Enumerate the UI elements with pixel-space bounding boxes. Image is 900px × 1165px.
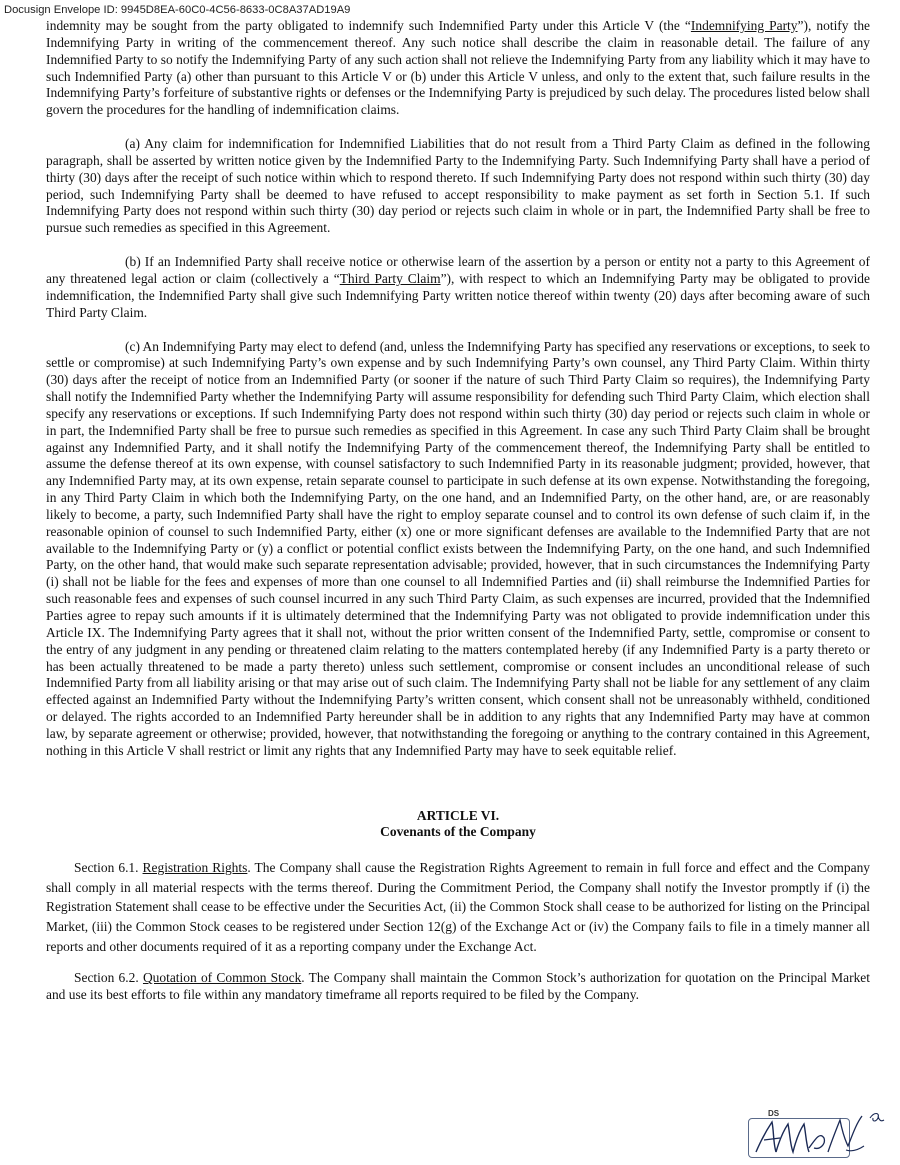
paragraph-b <box>46 254 870 321</box>
section-6-2-title: Quotation of Common Stock <box>142 970 302 986</box>
section-6-1-body: . The Company shall cause the Registration Rights Agreement to remain in full force and effect and the Company shall comply in all material respects with the terms thereof. During the Commitment Period, the Company shall notify the Investor promptly if (i) the Registration Statement shall cease to be effective under the Securities Act, (ii) the Common Stock shall cease to be authorized for listing on the Principal Market, (iii) the Common Stock ceases to be registered under Section 12(g) of the Exchange Act or (iv) the Company fails to file in a timely manner all reports and other documents required of it as a reporting company under the Exchange Act. <box>46 860 871 954</box>
para-b-text-2: ”), with respect to which an Indemnifying Party may be obligated to provide indemnification, the Indemnified Party shall give such Indemnifying Party written notice thereof within twenty (20) days after becoming aware of such Third Party Claim. <box>46 270 870 320</box>
section-6-2 <box>46 970 870 1004</box>
intro-text-2: ”), notify the Indemnifying Party in writing of the commencement thereof. Any such notice shall describe the claim in reasonable detail. The failure of any Indemnified Party to so notify the Indemnifying Party of any such action shall not relieve the Indemnifying Party from any liability which it may have to such Indemnified Party (a) other than pursuant to this Article V or (b) under this Article V unless, and only to the extent that, such failure results in the Indemnifying Party’s forfeiture of substantive rights or defenses or the Indemnifying Party is prejudiced by such delay. The procedures listed below shall govern the procedures for the handling of indemnification claims. <box>46 18 871 118</box>
defined-term-third-party-claim: Third Party Claim <box>339 270 441 286</box>
paragraph-a: (a) Any claim for indemnification for Indemnified Liabilities that do not result from a Third Party Claim as defined in the following paragraph, shall be asserted by written notice given by the Indemnified Party to the Indemnifying Party. Such Indemnifying Party shall have a period of thirty (30) days after the receipt of such notice within which to respond thereto. If such Indemnifying Party does not respond within such thirty (30) day period, such Indemnifying Party shall be deemed to have refused to accept responsibility to make payment as set forth in Section 5.1. If such Indemnifying Party does not respond within such thirty (30) day period or rejects such claim in whole or in part, the Indemnified Party shall be free to pursue such remedies as specified in this Agreement. <box>46 136 870 236</box>
defined-term-indemnifying-party: Indemnifying Party <box>690 18 798 33</box>
intro-text-1: indemnity may be sought from the party obligated to indemnify such Indemnified Party under this Article V (the “ <box>46 18 691 33</box>
article-subheading: Covenants of the Company <box>380 824 536 840</box>
section-6-2-body: . The Company shall maintain the Common Stock’s authorization for quotation on the Principal Market and use its best efforts to file within any mandatory timeframe all reports required to be filed by the Company. <box>46 970 870 1003</box>
section-6-1-title: Registration Rights <box>142 860 248 876</box>
section-6-1-number: Section 6.1. <box>74 860 143 876</box>
envelope-id: Docusign Envelope ID: 9945D8EA-60C0-4C56-8633-0C8A37AD19A9 <box>4 4 351 16</box>
article-heading: ARTICLE VI. <box>416 807 500 823</box>
para-b-text-1: (b) If an Indemnified Party shall receive notice or otherwise learn of the assertion by a person or entity not a party to this Agreement of any threatened legal action or claim (collectively a “ <box>46 254 870 286</box>
ds-label: DS <box>768 1109 780 1118</box>
section-6-2-number: Section 6.2. <box>74 970 143 986</box>
handwritten-initials <box>746 1108 892 1160</box>
section-6-1 <box>46 858 870 956</box>
document-body <box>46 18 870 1004</box>
paragraph-c: (c) An Indemnifying Party may elect to defend (and, unless the Indemnifying Party has specified any reservations or exceptions, to seek to settle or compromise) at such Indemnifying Party’s own expense and by such Indemnifying Party’s own counsel, any Third Party Claim. Within thirty (30) days after the receipt of notice from an Indemnified Party (or sooner if the nature of such Third Party Claim so requires), the Indemnifying Party shall notify the Indemnified Party whether the Indemnifying Party will assume responsibility for defending such Third Party Claim, which election shall specify any reservations or exceptions. If such Indemnifying Party does not respond within such thirty (30) day period or rejects such claim in whole or in part, the Indemnified Party shall be free to pursue such remedies as specified in this Agreement. In case any such Third Party Claim shall be brought against any Indemnified Party, and it shall notify the Indemnifying Party of the commencement thereof, the Indemnifying Party shall be entitled to assume the defense thereof at its own expense, with counsel satisfactory to such Indemnified Party in its reasonable judgment; provided, however, that any Indemnified Party may, at its own expense, retain separate counsel to participate in such defense at its own expense. Notwithstanding the foregoing, in any Third Party Claim in which both the Indemnifying Party, on the one hand, and an Indemnified Party, on the other hand, are, or are reasonably likely to become, a party, such Indemnified Party shall have the right to employ separate counsel and to control its own defense of such claim if, in the reasonable opinion of counsel to such Indemnified Party, either (x) one or more significant defenses are available to the Indemnified Party that are not available to the Indemnifying Party or (y) a conflict or potential conflict exists between the Indemnifying Party, on the one hand, and such Indemnified Party, on the other hand, that would make such separate representation advisable; provided, however, that in such circumstances the Indemnifying Party (i) shall not be liable for the fees and expenses of more than one counsel to all Indemnified Parties and (ii) shall reimburse the Indemnified Parties for such reasonable fees and expenses of such counsel incurred in any such Third Party Claim, as such expenses are incurred, provided that the Indemnified Parties agree to repay such amounts if it is ultimately determined that the Indemnifying Party was not obligated to provide indemnification under this Article IX. The Indemnifying Party agrees that it shall not, without the prior written consent of the Indemnified Party, settle, compromise or consent to the entry of any judgment in any pending or threatened claim relating to the matters contemplated hereby (if any Indemnified Party is a party thereto or has been actually threatened to be made a party thereto) unless such settlement, compromise or consent includes an unconditional release of such Indemnified Party from all liability arising or that may arise out of such claim. The Indemnifying Party shall not be liable for any settlement of any claim effected against an Indemnified Party without the Indemnifying Party’s written consent, which consent shall not be unreasonably withheld, conditioned or delayed. The rights accorded to an Indemnified Party hereunder shall be in addition to any rights that any Indemnified Party may have at common law, by separate agreement or otherwise; provided, however, that notwithstanding the foregoing or anything to the contrary contained in this Agreement, nothing in this Article V shall restrict or limit any rights that any Indemnified Party may have to seek equitable relief. <box>46 338 870 758</box>
paragraph-intro <box>46 18 870 119</box>
docusign-initials <box>746 1108 892 1160</box>
